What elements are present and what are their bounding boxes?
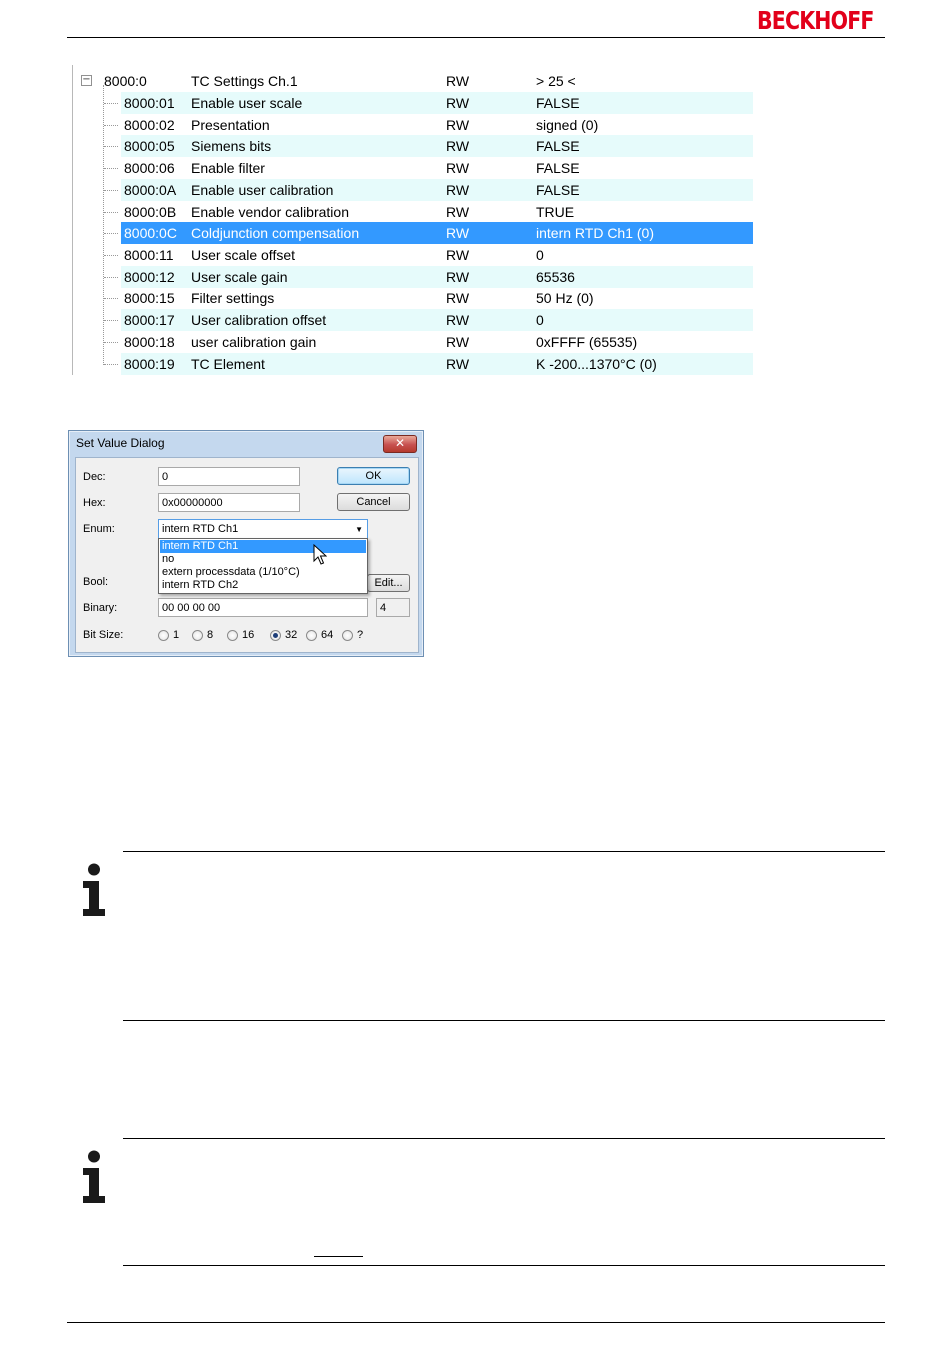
bitsize-radio-1[interactable] [158, 630, 169, 641]
row-index: 8000:0A [124, 182, 177, 198]
close-icon: ✕ [394, 436, 406, 450]
info-icon [80, 1150, 108, 1206]
row-value: intern RTD Ch1 (0) [536, 225, 655, 241]
row-name: User scale offset [191, 247, 296, 263]
bitsize-option-label: ? [357, 629, 364, 641]
row-value: 65536 [536, 269, 575, 285]
cancel-button[interactable]: Cancel [337, 493, 410, 511]
bitsize-radio-16[interactable] [227, 630, 238, 641]
bitsize-label: Bit Size: [83, 629, 124, 641]
binary-length-field: 4 [376, 598, 410, 617]
row-flags: RW [446, 356, 470, 372]
row-name: user calibration gain [191, 334, 317, 350]
row-value: FALSE [536, 182, 580, 198]
footer-rule [67, 1322, 885, 1323]
hex-label: Hex: [83, 497, 106, 509]
dialog-body [75, 457, 419, 653]
note-top-rule [123, 1138, 885, 1139]
tree-row[interactable] [73, 331, 753, 353]
row-index: 8000:11 [124, 247, 174, 263]
dec-input[interactable]: 0 [158, 467, 300, 486]
tree-row[interactable] [73, 70, 753, 92]
row-flags: RW [446, 182, 470, 198]
hex-input[interactable]: 0x00000000 [158, 493, 300, 512]
row-value: 50 Hz (0) [536, 290, 594, 306]
row-value: FALSE [536, 95, 580, 111]
tree-row[interactable] [73, 114, 753, 136]
row-index: 8000:17 [124, 312, 175, 328]
row-name: User calibration offset [191, 312, 327, 328]
tree-row-selected[interactable] [73, 222, 753, 244]
tree-row[interactable] [73, 201, 753, 223]
dialog-title: Set Value Dialog [76, 436, 165, 450]
bool-label: Bool: [83, 576, 109, 588]
enum-selected-value: intern RTD Ch1 [162, 523, 239, 535]
row-name: Siemens bits [191, 138, 272, 154]
row-index: 8000:0B [124, 204, 177, 220]
row-value: 0xFFFF (65535) [536, 334, 638, 350]
tree-row[interactable] [73, 287, 753, 309]
brand-logo: BECKHOFF [757, 6, 874, 35]
enum-option[interactable]: intern RTD Ch2 [162, 579, 239, 591]
dec-label: Dec: [83, 471, 106, 483]
row-name: Enable user scale [191, 95, 303, 111]
row-flags: RW [446, 73, 470, 89]
ok-button[interactable]: OK [337, 467, 410, 485]
row-index: 8000:01 [124, 95, 175, 111]
tree-collapse-icon[interactable]: − [82, 74, 91, 85]
row-name: Enable user calibration [191, 182, 334, 198]
row-flags: RW [446, 290, 470, 306]
row-value: signed (0) [536, 117, 599, 133]
row-index: 8000:06 [124, 160, 175, 176]
row-name: TC Element [191, 356, 265, 372]
mouse-pointer-icon [313, 544, 327, 566]
enum-label: Enum: [83, 523, 115, 535]
row-value: TRUE [536, 204, 575, 220]
row-flags: RW [446, 95, 470, 111]
link-underline[interactable] [314, 1256, 363, 1257]
row-value: > 25 < [536, 73, 576, 89]
row-index: 8000:12 [124, 269, 175, 285]
edit-button[interactable]: Edit... [367, 574, 410, 592]
info-icon [80, 863, 108, 919]
row-flags: RW [446, 247, 470, 263]
tree-row[interactable] [73, 135, 753, 157]
row-name: User scale gain [191, 269, 288, 285]
bitsize-option-label: 8 [207, 629, 214, 641]
set-value-dialog [68, 430, 424, 657]
enum-select[interactable] [158, 519, 368, 539]
bitsize-radio-8[interactable] [192, 630, 203, 641]
row-value: FALSE [536, 160, 580, 176]
row-value: K -200...1370°C (0) [536, 356, 657, 372]
row-index: 8000:19 [124, 356, 175, 372]
row-flags: RW [446, 117, 470, 133]
row-index: 8000:05 [124, 138, 175, 154]
bitsize-option-label: 16 [242, 629, 255, 641]
tree-row[interactable] [73, 309, 753, 331]
tree-row[interactable] [73, 266, 753, 288]
enum-option[interactable]: intern RTD Ch1 [160, 540, 366, 553]
row-flags: RW [446, 225, 470, 241]
row-name: Presentation [191, 117, 270, 133]
row-name: Enable vendor calibration [191, 204, 349, 220]
tree-row[interactable] [73, 179, 753, 201]
bitsize-option-label: 1 [173, 629, 180, 641]
bitsize-radio-64[interactable] [306, 630, 317, 641]
enum-dropdown-list [158, 538, 368, 594]
tree-row[interactable] [73, 353, 753, 375]
row-index: 8000:0C [124, 225, 177, 241]
row-name: Filter settings [191, 290, 275, 306]
enum-option[interactable]: no [162, 553, 175, 565]
binary-input[interactable]: 00 00 00 00 [158, 598, 368, 617]
tree-row[interactable] [73, 244, 753, 266]
row-value: FALSE [536, 138, 580, 154]
note-bottom-rule [123, 1020, 885, 1021]
row-value: 0 [536, 247, 544, 263]
row-flags: RW [446, 334, 470, 350]
row-name: Coldjunction compensation [191, 225, 360, 241]
binary-label: Binary: [83, 602, 118, 614]
row-name: TC Settings Ch.1 [191, 73, 298, 89]
header-rule [67, 37, 885, 38]
note-top-rule [123, 851, 885, 852]
row-flags: RW [446, 312, 470, 328]
row-index: 8000:0 [104, 73, 147, 89]
row-value: 0 [536, 312, 544, 328]
bitsize-option-label: 32 [285, 629, 298, 641]
row-flags: RW [446, 204, 470, 220]
tree-row[interactable] [73, 92, 753, 114]
row-index: 8000:02 [124, 117, 175, 133]
row-name: Enable filter [191, 160, 265, 176]
bitsize-radio-32[interactable] [270, 630, 281, 641]
row-index: 8000:18 [124, 334, 175, 350]
object-tree-table [72, 65, 753, 375]
row-flags: RW [446, 160, 470, 176]
row-flags: RW [446, 269, 470, 285]
tree-row[interactable] [73, 157, 753, 179]
note-bottom-rule [123, 1265, 885, 1266]
enum-option[interactable]: extern processdata (1/10°C) [162, 566, 300, 578]
row-flags: RW [446, 138, 470, 154]
row-index: 8000:15 [124, 290, 175, 306]
chevron-down-icon: ▼ [355, 525, 363, 534]
bitsize-radio-any[interactable] [342, 630, 353, 641]
bitsize-option-label: 64 [321, 629, 334, 641]
close-button[interactable] [383, 435, 417, 453]
